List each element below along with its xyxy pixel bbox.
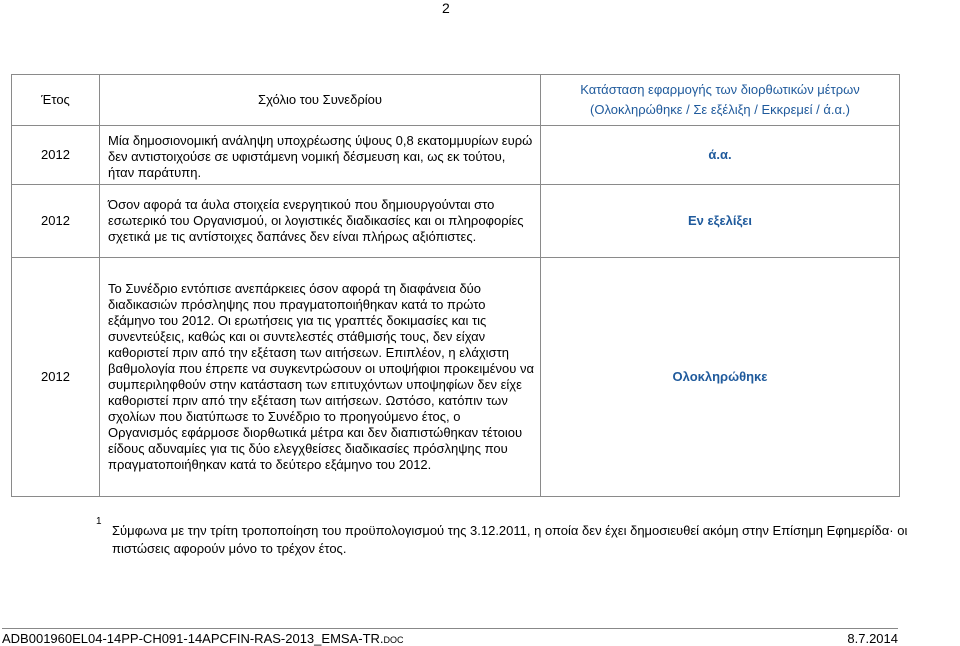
header-year bbox=[12, 75, 100, 126]
header-status bbox=[541, 75, 900, 126]
status-cell: ά.α. bbox=[541, 126, 900, 185]
status-cell: Ολοκληρώθηκε bbox=[541, 258, 900, 497]
footnote-text: Σύμφωνα με την τρίτη τροποποίηση του προϋπολογισμού της 3.12.2011, η οποία δεν έχει δημοσιευθεί ακόμη στην Επίσημη Εφημερίδα· οι πιστώσεις αφορούν μόνο το τρέχον έτος. bbox=[112, 523, 908, 556]
comment-text: Μία δημοσιονομική ανάληψη υποχρέωσης ύψους 0,8 εκατομμυρίων ευρώ δεν αντιστοιχούσε σε υφιστάμενη νομική δέσμευση και, ως εκ τούτου, ήταν παράτυπη. bbox=[108, 133, 533, 180]
footnote-mark: 1 bbox=[96, 516, 102, 527]
document-reference-extension: DOC bbox=[383, 635, 404, 645]
header-comment-label: Σχόλιο του Συνεδρίου bbox=[258, 92, 382, 107]
comment-text: Το Συνέδριο εντόπισε ανεπάρκειες όσον αφορά τη διαφάνεια δύο διαδικασιών πρόσληψης που πραγματοποιήθηκαν κατά το πρώτο εξάμηνο του 2012. Οι ερωτήσεις για τις γραπτές δοκιμασίες και τις συνεντεύξεις, καθώς και οι συντελεστές στάθμισής τους, δεν είχαν καθοριστεί πριν από την εξέταση των αιτήσεων. Επιπλέον, η ελάχιστη βαθμολογία που έπρεπε να συγκεντρώσουν οι υποψήφιοι προκειμένου να συμπεριληφθούν στην κατάσταση των επιτυχόντων υποψηφίων δεν είχε καθοριστεί πριν από την εξέταση των αιτήσεων. Ωστόσο, κατόπιν των σχολίων που διατύπωσε το Συνέδριο το προηγούμενο έτος, ο Οργανισμός εφάρμοσε διορθωτικά μέτρα και δεν διαπιστώθηκαν τέτοιου είδους αδυναμίες για τις δύο ελεγχθείσες διαδικασίες πρόσληψης που πραγματοποιήθηκαν κατά το δεύτερο εξάμηνο του 2012. bbox=[108, 281, 534, 472]
page-footer bbox=[2, 628, 898, 646]
follow-up-table bbox=[11, 74, 900, 497]
table-row bbox=[12, 126, 900, 185]
header-status-line2: (Ολοκληρώθηκε / Σε εξέλιξη / Εκκρεμεί / ά.α.) bbox=[590, 102, 850, 117]
document-date: 8.7.2014 bbox=[847, 631, 898, 646]
header-year-label: Έτος bbox=[41, 92, 70, 107]
table-row bbox=[12, 185, 900, 258]
comment-cell bbox=[100, 185, 541, 258]
header-comment bbox=[100, 75, 541, 126]
comment-text: Όσον αφορά τα άυλα στοιχεία ενεργητικού που δημιουργούνται στο εσωτερικό του Οργανισμού, οι λογιστικές διαδικασίες και οι πληροφορίες σχετικά με τις αντίστοιχες δαπάνες δεν είναι πλήρως αξιόπιστες. bbox=[108, 197, 524, 244]
comment-cell bbox=[100, 258, 541, 497]
footnote bbox=[0, 516, 960, 558]
page-number: 2 bbox=[442, 0, 450, 16]
document-reference-main: ADB001960EL04-14PP-CH091-14APCFIN-RAS-2013_EMSA-TR. bbox=[2, 631, 384, 646]
table-header-row bbox=[12, 75, 900, 126]
document-reference bbox=[2, 631, 404, 646]
header-status-line1: Κατάσταση εφαρμογής των διορθωτικών μέτρων bbox=[580, 82, 860, 97]
year-cell: 2012 bbox=[12, 126, 100, 185]
table-row bbox=[12, 258, 900, 497]
year-cell: 2012 bbox=[12, 258, 100, 497]
status-cell: Εν εξελίξει bbox=[541, 185, 900, 258]
comment-cell bbox=[100, 126, 541, 185]
year-cell: 2012 bbox=[12, 185, 100, 258]
